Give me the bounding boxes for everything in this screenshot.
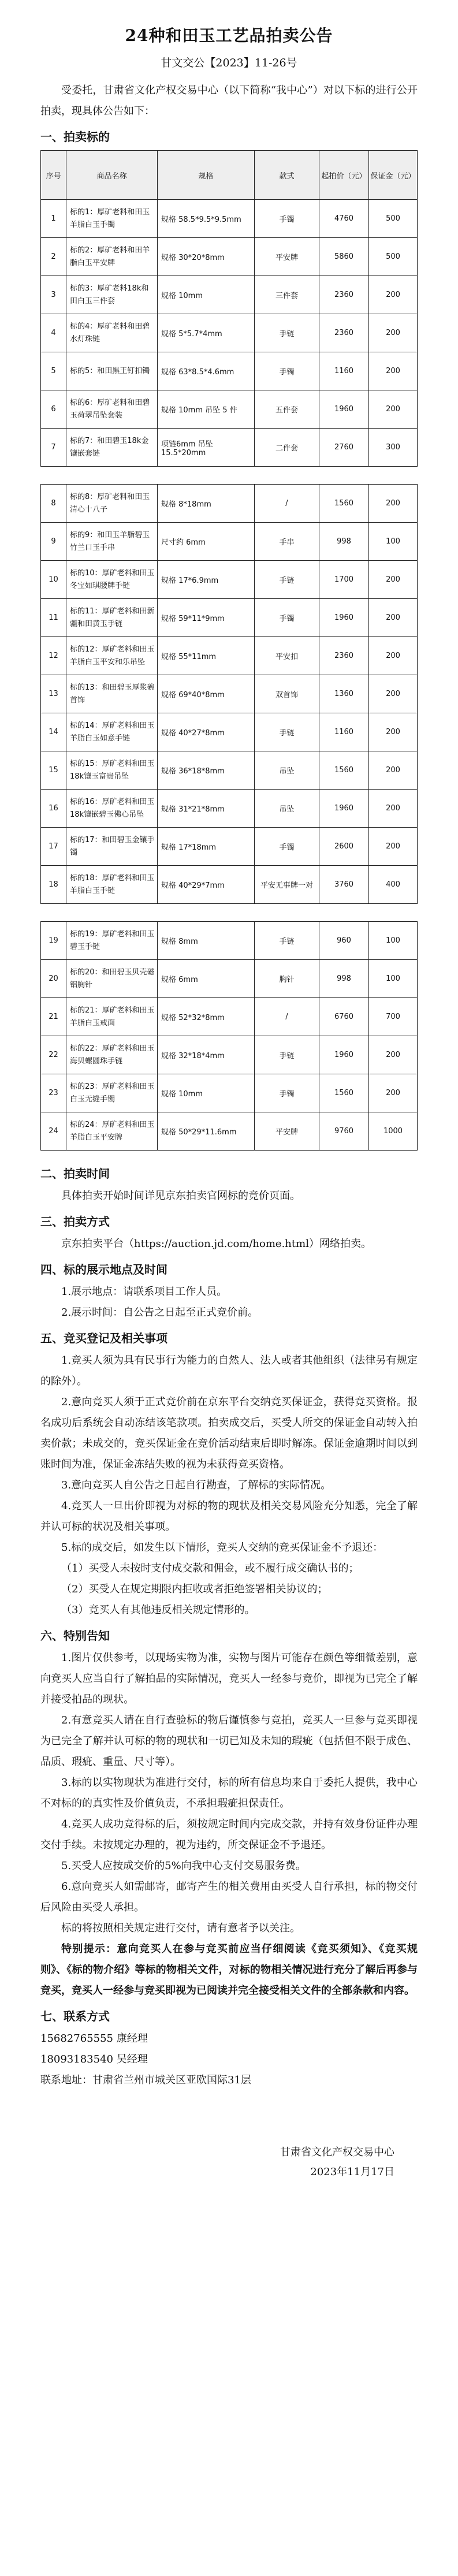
- col-header-price: 起拍价（元）: [319, 151, 369, 200]
- col-header-style: 款式: [255, 151, 319, 200]
- items-table-continued: [40, 484, 418, 904]
- col-header-spec: 规格: [158, 151, 255, 200]
- cell-no: 12: [41, 637, 66, 675]
- cell-deposit: 200: [369, 790, 418, 828]
- contact-phone-2: 18093183540 吴经理: [40, 2053, 148, 2065]
- col-header-name: 商品名称: [66, 151, 158, 200]
- cell-no: 10: [41, 561, 66, 599]
- issue-date: 2023年11月17日: [310, 2166, 394, 2178]
- cell-spec: 规格 52*32*8mm: [158, 998, 255, 1036]
- cell-price: 2360: [319, 276, 369, 314]
- notice-para-1: 1.图片仅供参考，以现场实物为准，实物与图片可能存在颜色等细微差别，意向竞买人应当自行了解拍品的实际情况，竞买人一经参与竞价，即视为已完全了解并接受拍品的现状。: [40, 1652, 418, 1706]
- section-heading-items: 一、拍卖标的: [40, 130, 110, 144]
- cell-style: 三件套: [255, 276, 319, 314]
- cell-no: 15: [41, 751, 66, 790]
- cell-deposit: 1000: [369, 1112, 418, 1151]
- notice-para-6: 6.意向竞买人如需邮寄，邮寄产生的相关费用由买受人自行承担，标的物交付后风险由买受人承担。: [40, 1881, 418, 1914]
- table-row: [41, 998, 418, 1036]
- cell-style: 双首饰: [255, 675, 319, 713]
- cell-no: 17: [41, 828, 66, 866]
- cell-style: 手链: [255, 561, 319, 599]
- table-row: [41, 828, 418, 866]
- table-row: [41, 238, 418, 276]
- cell-deposit: 100: [369, 922, 418, 960]
- cell-name: 标的7：和田碧玉18k金镶嵌套链: [66, 429, 158, 467]
- cell-no: 4: [41, 314, 66, 352]
- cell-no: 21: [41, 998, 66, 1036]
- cell-no: 5: [41, 352, 66, 390]
- cell-style: 吊坠: [255, 790, 319, 828]
- cell-spec: 规格 40*29*7mm: [158, 866, 255, 904]
- section-heading-registration: 五、竞买登记及相关事项: [40, 1331, 167, 1345]
- cell-spec: 规格 55*11mm: [158, 637, 255, 675]
- cell-style: 二件套: [255, 429, 319, 467]
- table-body-part3: [41, 922, 418, 1151]
- cell-name: 标的6：厚矿老料和田碧玉荷翠吊坠套装: [66, 390, 158, 429]
- cell-deposit: 200: [369, 314, 418, 352]
- notice-para-4: 4.竞买人成功竞得标的后，须按规定时间内完成交款，并持有效身份证件办理交付手续。未按规定办理的，视为违约，所交保证金不予退还。: [40, 1818, 418, 1851]
- cell-price: 2360: [319, 314, 369, 352]
- cell-spec: 规格 17*6.9mm: [158, 561, 255, 599]
- cell-price: 1160: [319, 713, 369, 751]
- cell-price: 1960: [319, 1036, 369, 1074]
- cell-style: 五件套: [255, 390, 319, 429]
- table-row: [41, 200, 418, 238]
- cell-deposit: 200: [369, 751, 418, 790]
- cell-no: 1: [41, 200, 66, 238]
- cell-deposit: 200: [369, 599, 418, 637]
- cell-name: 标的14：厚矿老料和田玉羊脂白玉如意手链: [66, 713, 158, 751]
- cell-style: /: [255, 485, 319, 523]
- table-body-part2: [41, 485, 418, 904]
- cell-style: 手镯: [255, 352, 319, 390]
- cell-spec: 规格 10mm: [158, 1074, 255, 1112]
- col-header-deposit: 保证金（元）: [369, 151, 418, 200]
- cell-deposit: 200: [369, 713, 418, 751]
- table-row: [41, 1036, 418, 1074]
- cell-name: 标的19：厚矿老料和田玉碧玉手链: [66, 922, 158, 960]
- notice-para-3: 3.标的以实物现状为准进行交付，标的所有信息均来自于委托人提供，我中心不对标的的真实性及价值负责，不承担瑕疵担保责任。: [40, 1777, 418, 1810]
- cell-deposit: 200: [369, 561, 418, 599]
- section-heading-method: 三、拍卖方式: [40, 1215, 110, 1229]
- cell-price: 2360: [319, 637, 369, 675]
- notice-para-5: 5.买受人应按成交价的5%向我中心支付交易服务费。: [61, 1860, 306, 1872]
- contact-address: 联系地址：甘肃省兰州市城关区亚欧国际31层: [40, 2074, 251, 2086]
- cell-no: 8: [41, 485, 66, 523]
- register-para-4: 4.竞买人一旦出价即视为对标的物的现状及相关交易风险充分知悉，完全了解并认可标的状况及相关事项。: [40, 1500, 418, 1533]
- table-row: [41, 751, 418, 790]
- table-row: [41, 314, 418, 352]
- cell-deposit: 200: [369, 352, 418, 390]
- cell-spec: 规格 8*18mm: [158, 485, 255, 523]
- cell-spec: 规格 63*8.5*4.6mm: [158, 352, 255, 390]
- cell-style: 手串: [255, 523, 319, 561]
- cell-name: 标的3：厚矿老料18k和田白玉三件套: [66, 276, 158, 314]
- cell-deposit: 100: [369, 960, 418, 998]
- cell-style: 平安无事牌一对: [255, 866, 319, 904]
- cell-name: 标的23：厚矿老料和田玉白玉无缝手镯: [66, 1074, 158, 1112]
- cell-style: 手镯: [255, 1074, 319, 1112]
- contact-phone-1: 15682765555 康经理: [40, 2032, 148, 2045]
- special-notice-para: 特别提示：意向竞买人在参与竞买前应当仔细阅读《竞买须知》、《竞买规则》、《标的物介绍》等标的物相关文件，对标的物相关情况进行充分了解后再参与竞买，竞买人一经参与竞买即视为已阅读并完全接受相关文件的全部条款和内容。: [40, 1943, 418, 1997]
- section-heading-contact: 七、联系方式: [40, 2009, 110, 2023]
- cell-name: 标的18：厚矿老料和田玉羊脂白玉手链: [66, 866, 158, 904]
- cell-name: 标的12：厚矿老料和田玉羊脂白玉平安和乐吊坠: [66, 637, 158, 675]
- cell-name: 标的20：和田碧玉贝壳磁铝胸针: [66, 960, 158, 998]
- cell-spec: 项链6mm 吊坠 15.5*20mm: [158, 429, 255, 467]
- table-row: [41, 276, 418, 314]
- notice-para-7: 标的将按照相关规定进行交付，请有意者予以关注。: [61, 1922, 300, 1934]
- register-para-7: （2）买受人在规定期限内拒收或者拒绝签署相关协议的；: [61, 1583, 328, 1595]
- page-title: 24种和田玉工艺品拍卖公告: [125, 26, 333, 45]
- cell-style: 手链: [255, 713, 319, 751]
- cell-price: 1360: [319, 675, 369, 713]
- cell-name: 标的2：厚矿老料和田羊脂白玉平安牌: [66, 238, 158, 276]
- cell-deposit: 200: [369, 390, 418, 429]
- cell-style: 手镯: [255, 599, 319, 637]
- cell-name: 标的1：厚矿老料和田玉羊脂白玉手镯: [66, 200, 158, 238]
- cell-name: 标的16：厚矿老料和田玉18k镶嵌碧玉佛心吊坠: [66, 790, 158, 828]
- register-para-5: 5.标的成交后，如发生以下情形，竞买人交纳的竞买保证金不予退还：: [61, 1542, 383, 1554]
- table-row: [41, 390, 418, 429]
- register-para-1: 1.竞买人须为具有民事行为能力的自然人、法人或者其他组织（法律另有规定的除外）。: [40, 1354, 418, 1387]
- cell-style: 手链: [255, 314, 319, 352]
- table-row: [41, 675, 418, 713]
- table-row: [41, 599, 418, 637]
- cell-no: 24: [41, 1112, 66, 1151]
- table-row: [41, 866, 418, 904]
- auction-time-text: 具体拍卖开始时间详见京东拍卖官网标的竞价页面。: [61, 1190, 300, 1202]
- register-para-3: 3.意向竞买人自公告之日起自行勘查，了解标的实际情况。: [61, 1479, 332, 1491]
- cell-no: 3: [41, 276, 66, 314]
- cell-style: 手镯: [255, 200, 319, 238]
- cell-price: 2760: [319, 429, 369, 467]
- cell-style: 手链: [255, 922, 319, 960]
- cell-no: 2: [41, 238, 66, 276]
- document-number: 甘文交公【2023】11-26号: [161, 57, 297, 69]
- cell-style: 平安牌: [255, 238, 319, 276]
- cell-deposit: 200: [369, 1036, 418, 1074]
- cell-spec: 规格 10mm 吊坠 5 件: [158, 390, 255, 429]
- cell-price: 998: [319, 523, 369, 561]
- items-table-final: [40, 921, 418, 1151]
- cell-no: 22: [41, 1036, 66, 1074]
- cell-price: 1560: [319, 1074, 369, 1112]
- cell-price: 1560: [319, 485, 369, 523]
- cell-no: 23: [41, 1074, 66, 1112]
- cell-style: /: [255, 998, 319, 1036]
- cell-deposit: 100: [369, 523, 418, 561]
- cell-no: 6: [41, 390, 66, 429]
- cell-spec: 规格 17*18mm: [158, 828, 255, 866]
- cell-style: 胸针: [255, 960, 319, 998]
- cell-no: 11: [41, 599, 66, 637]
- cell-spec: 规格 58.5*9.5*9.5mm: [158, 200, 255, 238]
- table-row: [41, 352, 418, 390]
- cell-no: 13: [41, 675, 66, 713]
- register-para-8: （3）竞买人有其他违反相关规定情形的。: [61, 1604, 255, 1616]
- cell-price: 1160: [319, 352, 369, 390]
- cell-spec: 规格 32*18*4mm: [158, 1036, 255, 1074]
- cell-no: 9: [41, 523, 66, 561]
- table-body-part1: [41, 200, 418, 467]
- cell-style: 手镯: [255, 828, 319, 866]
- cell-price: 1700: [319, 561, 369, 599]
- table-row: [41, 960, 418, 998]
- cell-price: 960: [319, 922, 369, 960]
- display-location: 1.展示地点：请联系项目工作人员。: [61, 1286, 228, 1298]
- cell-name: 标的8：厚矿老料和田玉清心十八子: [66, 485, 158, 523]
- cell-spec: 规格 31*21*8mm: [158, 790, 255, 828]
- cell-no: 14: [41, 713, 66, 751]
- cell-name: 标的13：和田碧玉厚浆碗首饰: [66, 675, 158, 713]
- cell-spec: 规格 6mm: [158, 960, 255, 998]
- cell-name: 标的21：厚矿老料和田玉羊脂白玉戒面: [66, 998, 158, 1036]
- cell-name: 标的15：厚矿老料和田玉18k镶玉富贵吊坠: [66, 751, 158, 790]
- auction-method-text: 京东拍卖平台（https://auction.jd.com/home.html）网络拍卖。: [61, 1238, 371, 1250]
- cell-deposit: 300: [369, 429, 418, 467]
- cell-price: 1960: [319, 390, 369, 429]
- cell-no: 20: [41, 960, 66, 998]
- cell-name: 标的22：厚矿老料和田玉海贝螺圆珠手链: [66, 1036, 158, 1074]
- cell-spec: 规格 30*20*8mm: [158, 238, 255, 276]
- table-row: [41, 1074, 418, 1112]
- table-row: [41, 1112, 418, 1151]
- intro-paragraph: 受委托，甘肃省文化产权交易中心（以下简称“我中心”）对以下标的进行公开拍卖，现具体公告如下：: [40, 84, 418, 117]
- cell-style: 手链: [255, 1036, 319, 1074]
- table-row: [41, 922, 418, 960]
- table-header-row: [41, 151, 418, 200]
- items-table: [40, 150, 418, 467]
- table-row: [41, 523, 418, 561]
- cell-no: 7: [41, 429, 66, 467]
- cell-deposit: 500: [369, 238, 418, 276]
- table-row: [41, 561, 418, 599]
- cell-name: 标的4：厚矿老料和田碧水灯珠链: [66, 314, 158, 352]
- cell-spec: 规格 59*11*9mm: [158, 599, 255, 637]
- cell-price: 6760: [319, 998, 369, 1036]
- cell-no: 18: [41, 866, 66, 904]
- cell-spec: 规格 10mm: [158, 276, 255, 314]
- table-row: [41, 637, 418, 675]
- section-heading-time: 二、拍卖时间: [40, 1167, 110, 1181]
- cell-deposit: 200: [369, 828, 418, 866]
- cell-deposit: 200: [369, 1074, 418, 1112]
- cell-spec: 规格 36*18*8mm: [158, 751, 255, 790]
- cell-style: 平安牌: [255, 1112, 319, 1151]
- cell-spec: 规格 50*29*11.6mm: [158, 1112, 255, 1151]
- cell-deposit: 200: [369, 637, 418, 675]
- cell-price: 1960: [319, 599, 369, 637]
- cell-price: 1960: [319, 790, 369, 828]
- cell-price: 9760: [319, 1112, 369, 1151]
- cell-price: 998: [319, 960, 369, 998]
- col-header-no: 序号: [41, 151, 66, 200]
- cell-no: 19: [41, 922, 66, 960]
- section-heading-notice: 六、特别告知: [40, 1629, 110, 1643]
- cell-style: 吊坠: [255, 751, 319, 790]
- cell-deposit: 200: [369, 485, 418, 523]
- register-para-2: 2.意向竞买人须于正式竞价前在京东平台交纳竞买保证金，获得竞买资格。报名成功后系统会自动冻结该笔款项。拍卖成交后，买受人所交的保证金自动转入拍卖价款；未成交的，竞买保证金在竞价活动结束后即时解冻。保证金逾期时间以到账时间为准，保证金冻结失败的视为未获得竞买资格。: [40, 1396, 418, 1471]
- cell-no: 16: [41, 790, 66, 828]
- cell-price: 4760: [319, 200, 369, 238]
- cell-name: 标的10：厚矿老料和田玉冬宝如琪腰牌手链: [66, 561, 158, 599]
- cell-price: 1560: [319, 751, 369, 790]
- cell-name: 标的17：和田碧玉金镶手镯: [66, 828, 158, 866]
- table-row: [41, 790, 418, 828]
- cell-name: 标的9：和田玉羊脂碧玉竹兰口玉手串: [66, 523, 158, 561]
- cell-deposit: 700: [369, 998, 418, 1036]
- cell-price: 5860: [319, 238, 369, 276]
- register-para-6: （1）买受人未按时支付成交款和佣金，或不履行成交确认书的；: [61, 1562, 359, 1574]
- cell-deposit: 200: [369, 675, 418, 713]
- cell-price: 2600: [319, 828, 369, 866]
- cell-name: 标的11：厚矿老料和田新疆和田黄玉手链: [66, 599, 158, 637]
- cell-spec: 规格 8mm: [158, 922, 255, 960]
- display-time: 2.展示时间：自公告之日起至正式竞价前。: [61, 1306, 259, 1319]
- cell-spec: 尺寸约 6mm: [158, 523, 255, 561]
- cell-spec: 规格 40*27*8mm: [158, 713, 255, 751]
- issuer-name: 甘肃省文化产权交易中心: [280, 2146, 394, 2158]
- cell-style: 平安扣: [255, 637, 319, 675]
- cell-name: 标的5：和田黑王钉扣镯: [66, 352, 158, 390]
- cell-deposit: 500: [369, 200, 418, 238]
- cell-deposit: 200: [369, 276, 418, 314]
- section-heading-display: 四、标的展示地点及时间: [40, 1263, 167, 1276]
- table-row: [41, 429, 418, 467]
- notice-para-2: 2.有意竞买人请在自行查验标的物后谨慎参与竞拍，竞买人一旦参与竞买即视为已完全了解并认可标的物的现状和一切已知及未知的瑕疵（包括但不限于成色、品质、瑕疵、重量、尺寸等）。: [40, 1714, 418, 1768]
- cell-spec: 规格 69*40*8mm: [158, 675, 255, 713]
- cell-name: 标的24：厚矿老料和田玉羊脂白玉平安牌: [66, 1112, 158, 1151]
- table-row: [41, 485, 418, 523]
- table-row: [41, 713, 418, 751]
- cell-spec: 规格 5*5.7*4mm: [158, 314, 255, 352]
- cell-deposit: 400: [369, 866, 418, 904]
- cell-price: 3760: [319, 866, 369, 904]
